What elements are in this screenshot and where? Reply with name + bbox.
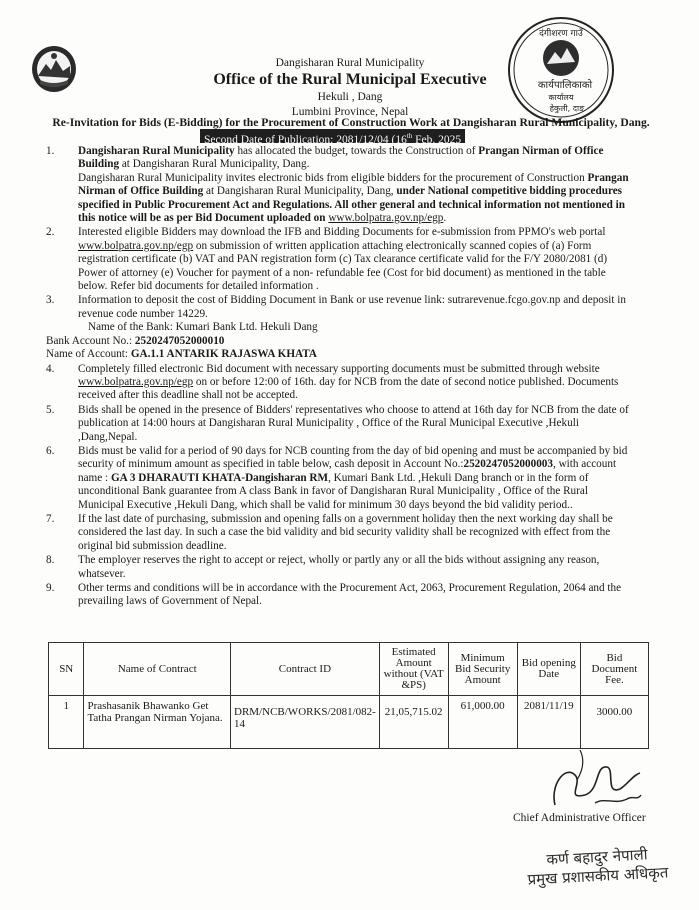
col-contract-id: Contract ID <box>231 643 380 696</box>
bolpatra-link[interactable]: www.bolpatra.gov.np/egp <box>328 212 444 225</box>
col-sn: SN <box>49 643 84 696</box>
seal-text-bottom: हेकुली, दाङ <box>549 104 585 113</box>
list-item: 1. Dangisharan Rural Municipality has allocated the budget, towards the Construction of Prangan Nirman of Office Building at Dangisharan Rural Municipality, Dang. Dangisharan Rural Municipality invites electronic bids from eligible bidders for the procurement of Construction Prangan Nirman of Office Building at Dangisharan Rural Municipality, Dang, under National competitive bidding procedures specified in Public Procurement Act and Regulations. All other general and technical information not mentioned in this notice will be as per Bid Document uploaded on www.bolpatra.gov.np/egp. <box>46 145 629 225</box>
bolpatra-link[interactable]: www.bolpatra.gov.np/egp <box>78 239 194 252</box>
table-header-row <box>49 643 649 696</box>
publication-date: Second Date of Publication: 2081/12/04 (16th Feb. 2025 <box>200 129 465 143</box>
list-item: 7. If the last date of purchasing, submission and opening falls on a government holiday then the next working day shall be considered the last day. In such a case the bid validity and bid security validity shall be recognized with effect from the original bid submission deadline. <box>46 512 613 552</box>
col-contract-name: Name of Contract <box>84 643 231 696</box>
nepal-emblem-icon <box>30 44 78 94</box>
col-document-fee: Bid Document Fee. <box>580 643 648 696</box>
col-bid-security: Minimum Bid Security Amount <box>448 643 517 696</box>
list-item: 4. Completely filled electronic Bid document with necessary supporting documents must be submitted through website www.bolpatra.gov.np/egp on or before 12:00 of 16th. day for NCB from the date of second notice published. Documents received after this deadline shall not be accepted. <box>46 362 619 402</box>
col-opening-date: Bid opening Date <box>517 643 580 696</box>
table-row: 1 Prashasanik Bhawanko Get Tatha Prangan Nirman Yojana. DRM/NCB/WORKS/2081/082-14 21,05,715.02 61,000.00 2081/11/19 3000.00 <box>49 696 649 749</box>
seal-text-mid: कार्यपालिकाको <box>537 80 593 91</box>
province-name: Lumbini Province, Nepal <box>291 105 409 118</box>
letterhead <box>150 56 550 119</box>
nepali-stamp: कर्ण बहादुर नेपाली प्रमुख प्रशासकीय अधिकृत <box>527 845 669 889</box>
signatory-title: Chief Administrative Officer <box>513 812 646 824</box>
notice-title: Re-Invitation for Bids (E-Bidding) for the Procurement of Construction Work at Dangisharan Rural Municipality, Dang. <box>52 116 650 129</box>
signature-mark <box>545 745 645 815</box>
office-name: Office of the Rural Municipal Executive <box>213 71 487 89</box>
list-item: 6. Bids must be valid for a period of 90 days for NCB counting from the day of bid opening and must be accompanied by bid security of minimum amount as specified in table below, cash deposit in Account No.:2520247052000003, with account name : GA 3 DHARAUTI KHATA-Dangisharan RM, Kumari Bank Ltd. ,Hekuli Dang branch or in the form of unconditional Bank guarantee from A class Bank in favor of Dangisharan Rural Municipality , Office of the Rural Municipal Executive ,Hekuli Dang, which shall be valid for minimum 30 days beyond the bid validity period.. <box>46 444 628 511</box>
bolpatra-link[interactable]: www.bolpatra.gov.np/egp <box>78 375 194 388</box>
place-name: Hekuli , Dang <box>317 91 383 104</box>
list-item: 8. The employer reserves the right to accept or reject, wholly or partly any or all the bids without assigning any reason, whatsever. <box>46 554 600 580</box>
list-item: 9. Other terms and conditions will be in accordance with the Procurement Act, 2063, Procurement Regulation, 2064 and the prevailing laws of Government of Nepal. <box>46 582 622 608</box>
bid-table <box>48 642 649 749</box>
seal-text-low: कार्यालय <box>548 93 574 102</box>
seal-text-top: दंगीशरण गाउँ <box>539 29 583 39</box>
list-item: 3. Information to deposit the cost of Bidding Document in Bank or use revenue link: sutrarevenue.fcgo.gov.np and deposit in revenue code number 14229. Name of the Bank: Kumari Bank Ltd. Hekuli Dang Bank Account No.: 2520247052000010 Name of Account: GA.1.1 ANTARIK RAJASWA KHATA <box>46 294 626 361</box>
list-item: 5. Bids shall be opened in the presence of Bidders' representatives who choose to attend at 16th day for NCB from the date of publication at 14:00 hours at Dangisharan Rural Municipality , Office of the Rural Municipal Executive ,Hekuli ,Dang,Nepal. <box>46 403 629 443</box>
notice-items <box>46 145 631 610</box>
municipality-name: Dangisharan Rural Municipality <box>275 57 425 69</box>
list-item: 2. Interested eligible Bidders may download the IFB and Bidding Documents for e-submission from PPMO's web portal www.bolpatra.gov.np/egp on submission of written application attaching electronically scanned copies of (a) Form registration certificate (b) VAT and PAN registration form (c) Tax clearance certificate valid for the F/Y 2080/2081 (d) Power of attorney (e) Voucher for payment of a non- refundable fee (Cost for bid document) as mentioned in the table below. Refer bid documents for detailed information . <box>46 226 608 293</box>
col-estimated-amount: Estimated Amount without (VAT &PS) <box>379 643 448 696</box>
